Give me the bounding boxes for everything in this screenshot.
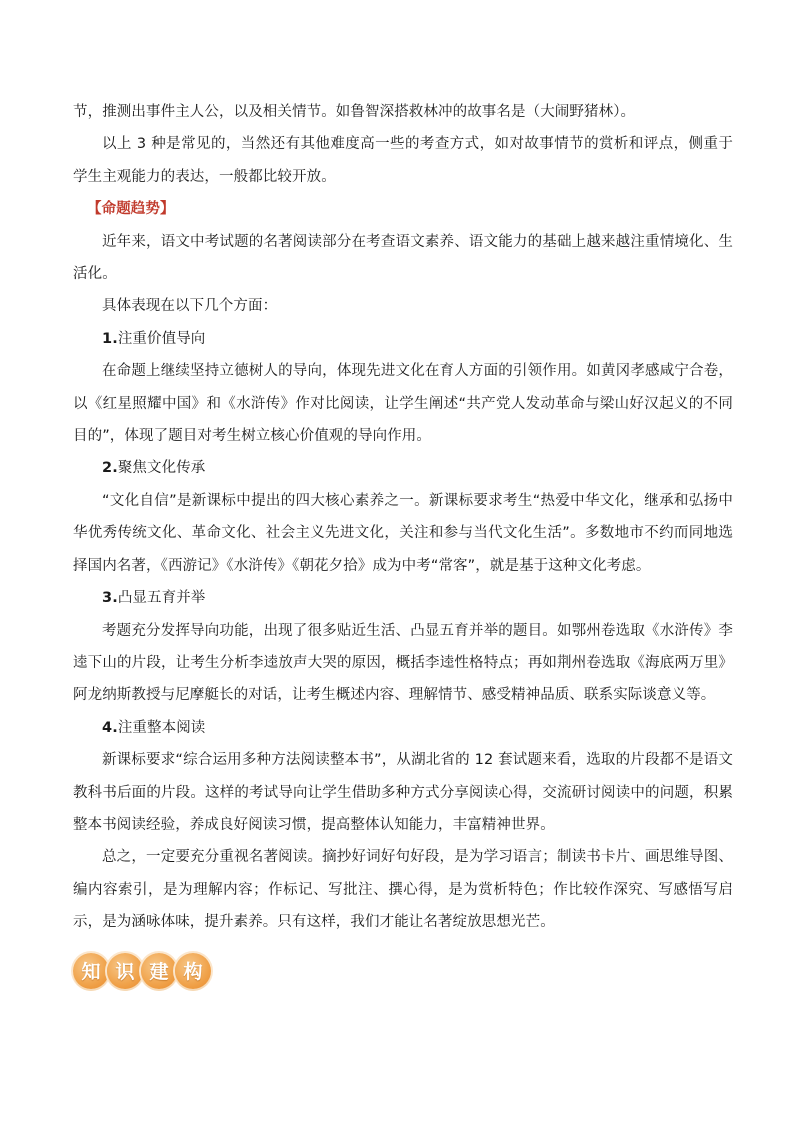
paragraph-aspects-intro: 具体表现在以下几个方面：: [102, 298, 278, 315]
badge-char-4: 构: [175, 953, 211, 989]
subheading-number: 4.: [102, 719, 118, 736]
paragraph-trend-intro: 近年来，语文中考试题的名著阅读部分在考查语文素养、语文能力的基础上越来越注重情境化、生活化。: [73, 233, 733, 283]
knowledge-construction-badge: [73, 953, 733, 989]
section-title-trend: 【命题趋势】: [87, 201, 175, 218]
subheading-1: [73, 323, 733, 355]
subheading-text: 凸显五育并举: [117, 590, 206, 607]
subheading-4: [73, 712, 733, 744]
subheading-text: 聚焦文化传承: [117, 460, 206, 477]
subheading-text: 注重整本阅读: [117, 719, 206, 736]
paragraph-question-types-summary: 以上 3 种是常见的，当然还有其他难度高一些的考查方式，如对故事情节的赏析和评点，侧重于学生主观能力的表达，一般都比较开放。: [73, 136, 733, 185]
subheading-3: [73, 582, 733, 614]
badge-char-2: 识: [107, 953, 143, 989]
document-page: [73, 96, 733, 989]
paragraph-value-orientation: 在命题上继续坚持立德树人的导向，体现先进文化在育人方面的引领作用。如黄冈孝感咸宁合卷，以《红星照耀中国》和《水浒传》作对比阅读，让学生阐述“共产党人发动革命与梁山好汉起义的不同目的”，体现了题目对考生树立核心价值观的导向作用。: [73, 363, 733, 445]
badge-char-1: 知: [73, 953, 109, 989]
subheading-number: 1.: [102, 330, 118, 347]
badge-char-3: 建: [141, 953, 177, 989]
subheading-number: 2.: [102, 460, 118, 477]
subheading-number: 3.: [102, 590, 118, 607]
paragraph-five-educations: 考题充分发挥导向功能，出现了很多贴近生活、凸显五育并举的题目。如鄂州卷选取《水浒传》李逵下山的片段，让考生分析李逵放声大哭的原因，概括李逵性格特点；再如荆州卷选取《海底两万里》阿龙纳斯教授与尼摩艇长的对话，让考生概述内容、理解情节、感受精神品质、联系实际谈意义等。: [73, 622, 733, 704]
paragraph-cultural-heritage: “文化自信”是新课标中提出的四大核心素养之一。新课标要求考生“热爱中华文化，继承和弘扬中华优秀传统文化、革命文化、社会主义先进文化，关注和参与当代文化生活”。多数地市不约而同地选择国内名著，《西游记》《水浒传》《朝花夕拾》成为中考“常客”，就是基于这种文化考虑。: [73, 492, 733, 574]
subheading-text: 注重价值导向: [117, 330, 206, 347]
subheading-2: [73, 452, 733, 484]
paragraph-conclusion: 总之，一定要充分重视名著阅读。摘抄好词好句好段，是为学习语言；制读书卡片、画思维导图、编内容索引，是为理解内容；作标记、写批注、撰心得，是为赏析特色；作比较作深究、写感悟写启示，是为涵咏体味，提升素养。只有这样，我们才能让名著绽放思想光芒。: [73, 849, 733, 931]
paragraph-continuation: 节，推测出事件主人公，以及相关情节。如鲁智深搭救林冲的故事名是（大闹野猪林）。: [73, 104, 636, 120]
paragraph-whole-book-reading: 新课标要求“综合运用多种方法阅读整本书”，从湖北省的 12 套试题来看，选取的片段都不是语文教科书后面的片段。这样的考试导向让学生借助多种方式分享阅读心得，交流研讨阅读中的问题，积累整本书阅读经验，养成良好阅读习惯，提高整体认知能力，丰富精神世界。: [73, 752, 733, 833]
